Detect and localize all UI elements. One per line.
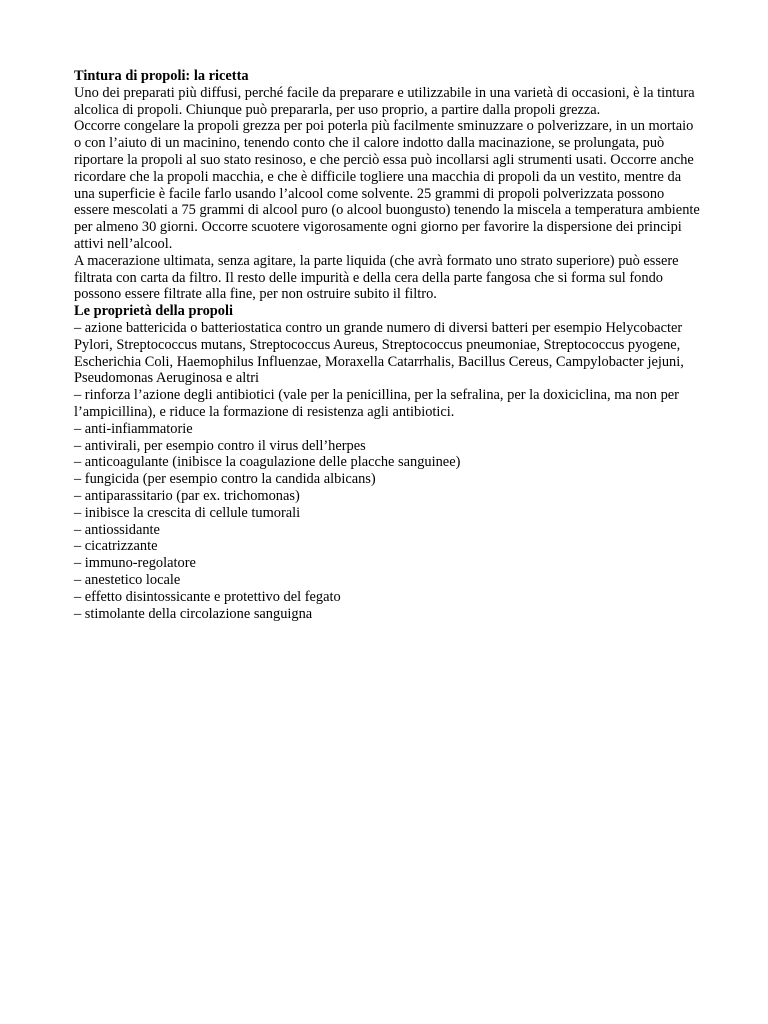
list-item: – fungicida (per esempio contro la candida albicans) [74, 471, 376, 488]
paragraph: A macerazione ultimata, senza agitare, la parte liquida (che avrà formato uno strato superiore) può essere filtrata con carta da filtro. Il resto delle impurità e della cera della parte fangosa che si forma sul fondo possono essere filtrate alla fine, per non ostruire subito il filtro. [74, 252, 679, 303]
document-page [74, 68, 700, 622]
list-item: – anti-infiammatorie [74, 420, 193, 437]
list-item: – azione battericida o batteriostatica contro un grande numero di diversi batteri per esempio Helycobacter Pylori, Streptococcus mutans, Streptococcus Aureus, Streptococcus pneumoniae, Streptococcus pyogene, Escherichia Coli, Haemophilus Influenzae, Moraxella Catarrhalis, Bacillus Cereus, Campylobacter jejuni, Pseudomonas Aeruginosa e altri [74, 319, 684, 387]
list-item: – stimolante della circolazione sanguigna [74, 605, 313, 622]
list-item: – inibisce la crescita di cellule tumorali [74, 504, 301, 521]
list-item: – cicatrizzante [74, 538, 158, 555]
list-item: – antiossidante [74, 521, 160, 538]
paragraph: Uno dei preparati più diffusi, perché facile da preparare e utilizzabile in una varietà di occasioni, è la tintura alcolica di propoli. Chiunque può prepararla, per uso proprio, a partire dalla propoli grezza. [74, 84, 695, 118]
list-item: – anestetico locale [74, 571, 181, 588]
list-item: – immuno-regolatore [74, 555, 196, 572]
list-item: – antivirali, per esempio contro il virus dell’herpes [74, 437, 366, 454]
list-item: – rinforza l’azione degli antibiotici (vale per la penicillina, per la sefralina, per la doxiciclina, ma non per l’ampicillina), e riduce la formazione di resistenza agli antibiotici. [74, 387, 679, 420]
properties-list [74, 320, 700, 622]
section-title-properties: Le proprietà della propoli [74, 303, 233, 320]
paragraph: Occorre congelare la propoli grezza per poi poterla più facilmente sminuzzare o polverizzare, in un mortaio o con l’aiuto di un macinino, tenendo conto che il calore indotto dalla macinazione, se prolungata, può riportare la propoli al suo stato resinoso, e che perciò essa può incollarsi agli strumenti usati. Occorre anche ricordare che la propoli macchia, e che è difficile togliere una macchia di propoli da un vestito, mentre da una superficie è facile farlo usando l’alcool come solvente. 25 grammi di propoli polverizzata possono essere mescolati a 75 grammi di alcool puro (o alcool buongusto) tenendo la miscela a temperatura ambiente per almeno 30 giorni. Occorre scuotere vigorosamente ogni giorno per favorire la dispersione dei principi attivi nell’alcool. [74, 118, 700, 252]
section-title-recipe: Tintura di propoli: la ricetta [74, 68, 249, 84]
list-item: – anticoagulante (inibisce la coagulazione delle placche sanguinee) [74, 454, 461, 471]
list-item: – effetto disintossicante e protettivo del fegato [74, 588, 341, 605]
list-item: – antiparassitario (par ex. trichomonas) [74, 487, 300, 504]
